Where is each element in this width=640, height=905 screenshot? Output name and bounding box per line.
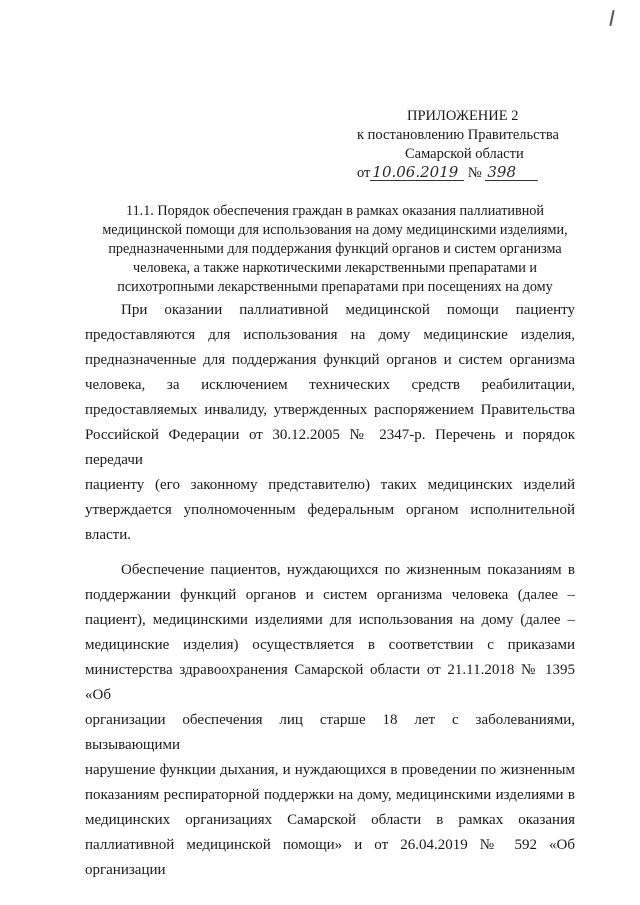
text-line: пациент), медицинскими изделиями для использования на дому (далее – <box>85 612 575 628</box>
text-line: Обеспечение пациентов, нуждающихся по жизненным показаниям в <box>121 562 575 578</box>
title-line: медицинской помощи для использования на дому медицинскими изделиями, <box>102 222 568 238</box>
text-line: организации обеспечения лиц старше 18 лет с заболеваниями, вызывающими <box>85 712 575 753</box>
text-line: предоставляются для использования на дому медицинские изделия, <box>85 327 575 343</box>
text-line: паллиативной медицинской помощи» и от 26.04.2019 № 592 «Об организации <box>85 837 575 878</box>
document-body <box>85 298 575 883</box>
page-corner-mark <box>609 10 614 26</box>
paragraph-2 <box>85 558 575 883</box>
text-line: власти. <box>85 527 132 543</box>
handwritten-number: 398 <box>485 164 538 181</box>
text-line: предоставляемых инвалиду, утвержденных распоряжением Правительства <box>85 402 575 418</box>
text-line: показаниям респираторной поддержки на дому, медицинскими изделиями в <box>85 787 575 803</box>
text-line: министерства здравоохранения Самарской области от 21.11.2018 № 1395 «Об <box>85 662 575 703</box>
text-line: человека, за исключением технических средств реабилитации, <box>85 377 575 393</box>
appendix-title: ПРИЛОЖЕНИЕ 2 <box>407 108 519 124</box>
text-line: Российской Федерации от 30.12.2005 № 2347-р. Перечень и порядок передачи <box>85 427 575 468</box>
paragraph-1 <box>85 298 575 548</box>
text-line: пациенту (его законному представителю) таких медицинских изделий <box>85 477 575 493</box>
text-line: поддержании функций органов и систем организма человека (далее – <box>85 587 575 603</box>
number-sign: № <box>467 165 482 181</box>
text-line: При оказании паллиативной медицинской помощи пациенту <box>121 302 575 318</box>
title-line: человека, а также наркотическими лекарственными препаратами и <box>133 260 537 276</box>
text-line: предназначенные для поддержания функций органов и систем организма <box>85 352 575 368</box>
text-line: медицинских организациях Самарской области в рамках оказания <box>85 812 575 828</box>
text-line: утверждается уполномоченным федеральным органом исполнительной <box>85 502 575 518</box>
section-title <box>85 202 585 297</box>
handwritten-date: 10.06.2019 <box>370 164 464 181</box>
title-line: психотропными лекарственными препаратами при посещениях на дому <box>117 279 553 295</box>
date-prefix: от <box>357 165 371 181</box>
text-line: нарушение функции дыхания, и нуждающихся в проведении по жизненным <box>85 762 575 778</box>
resolution-reference: к постановлению Правительства <box>357 127 559 143</box>
text-line: медицинские изделия) осуществляется в соответствии с приказами <box>85 637 575 653</box>
resolution-date-number <box>357 164 538 183</box>
title-line: предназначенными для поддержания функций органов и систем организма <box>108 241 562 257</box>
title-line: 11.1. Порядок обеспечения граждан в рамках оказания паллиативной <box>126 203 544 219</box>
region-name: Самарской области <box>405 146 524 162</box>
